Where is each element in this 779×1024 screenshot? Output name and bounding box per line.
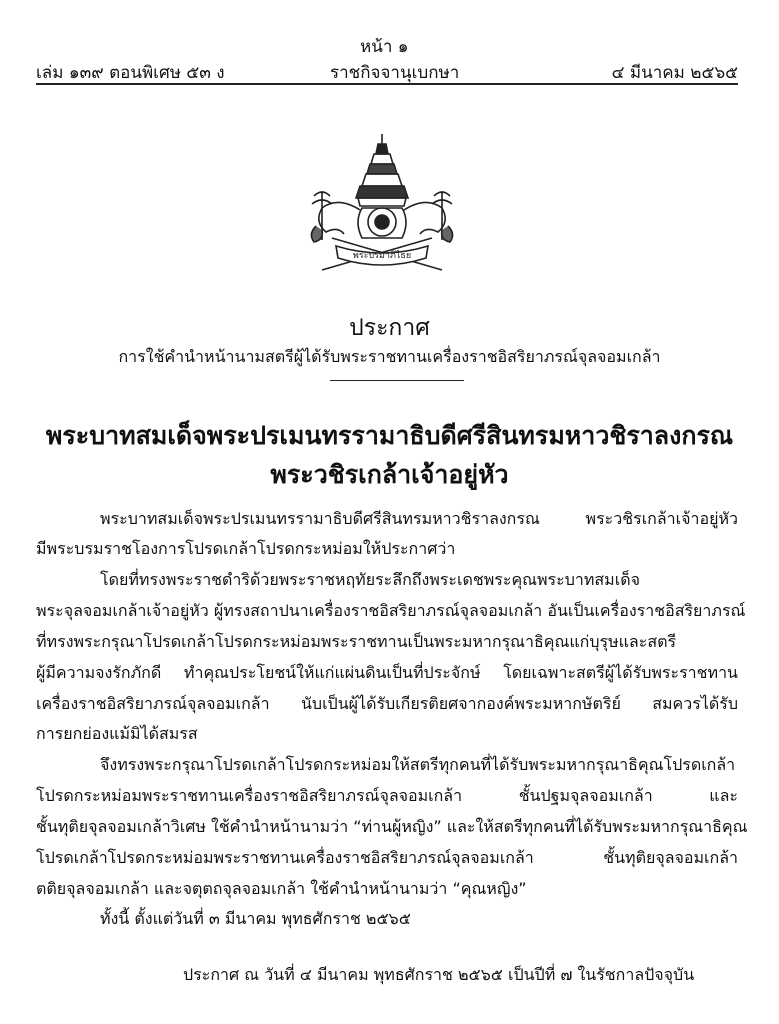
gazette-date: ๔ มีนาคม ๒๕๖๕ xyxy=(611,63,738,83)
header-divider xyxy=(36,83,738,85)
gazette-volume: เล่ม ๑๓๙ ตอนพิเศษ ๕๓ ง xyxy=(36,63,225,83)
king-name-line-1: พระบาทสมเด็จพระปรเมนทรรามาธิบดีศรีสินทรมหาวชิราลงกรณ xyxy=(45,421,734,450)
body-line: พระบาทสมเด็จพระปรเมนทรรามาธิบดีศรีสินทรมหาวชิราลงกรณ พระวชิรเกล้าเจ้าอยู่หัว xyxy=(100,509,738,528)
body-line: จึงทรงพระกรุณาโปรดเกล้าโปรดกระหม่อมให้สตรีทุกคนที่ได้รับพระมหากรุณาธิคุณโปรดเกล้า xyxy=(100,755,736,774)
body-line: ผู้มีความจงรักภักดี ทำคุณประโยชน์ให้แก่แผ่นดินเป็นที่ประจักษ์ โดยเฉพาะสตรีผู้ได้รับพระราชทาน xyxy=(36,663,738,682)
body-line: โปรดกระหม่อมพระราชทานเครื่องราชอิสริยาภรณ์จุลจอมเกล้า ชั้นปฐมจุลจอมเกล้า และ xyxy=(36,786,738,805)
gazette-name: ราชกิจจานุเบกษา xyxy=(330,63,460,83)
announcement-heading: ประกาศ xyxy=(349,315,430,341)
page-number: หน้า ๑ xyxy=(360,37,409,57)
emblem-ribbon-text: พระปรมาภิไธย xyxy=(352,251,412,261)
king-name-line-2: พระวชิรเกล้าเจ้าอยู่หัว xyxy=(270,460,509,489)
body-line: พระจุลจอมเกล้าเจ้าอยู่หัว ผู้ทรงสถาปนาเครื่องราชอิสริยาภรณ์จุลจอมเกล้า อันเป็นเครื่องราชอิสริยาภรณ์ xyxy=(36,601,746,620)
title-divider xyxy=(330,380,464,381)
body-line: โดยที่ทรงพระราชดำริด้วยพระราชหฤทัยระลึกถึงพระเดชพระคุณพระบาทสมเด็จ xyxy=(100,570,640,589)
body-line: ทั้งนี้ ตั้งแต่วันที่ ๓ มีนาคม พุทธศักราช ๒๕๖๕ xyxy=(100,909,411,928)
body-line: ตติยจุลจอมเกล้า และจตุตถจุลจอมเกล้า ใช้คำนำหน้านามว่า “คุณหญิง” xyxy=(36,879,527,898)
body-line: ชั้นทุติยจุลจอมเกล้าวิเศษ ใช้คำนำหน้านามว่า “ท่านผู้หญิง” และให้สตรีทุกคนที่ได้รับพระมหากรุณาธิคุณ xyxy=(36,817,748,836)
body-line: โปรดเกล้าโปรดกระหม่อมพระราชทานเครื่องราชอิสริยาภรณ์จุลจอมเกล้า ชั้นทุติยจุลจอมเกล้า xyxy=(36,848,738,867)
closing-statement: ประกาศ ณ วันที่ ๔ มีนาคม พุทธศักราช ๒๕๖๕ เป็นปีที่ ๗ ในรัชกาลปัจจุบัน xyxy=(183,965,695,984)
body-line: การยกย่องแม้มิได้สมรส xyxy=(36,724,198,743)
announcement-subject: การใช้คำนำหน้านามสตรีผู้ได้รับพระราชทานเครื่องราชอิสริยาภรณ์จุลจอมเกล้า xyxy=(118,347,661,366)
body-line: มีพระบรมราชโองการโปรดเกล้าโปรดกระหม่อมให้ประกาศว่า xyxy=(36,539,456,558)
body-line: ที่ทรงพระกรุณาโปรดเกล้าโปรดกระหม่อมพระราชทานเป็นพระมหากรุณาธิคุณแก่บุรุษและสตรี xyxy=(36,632,677,651)
body-line: เครื่องราชอิสริยาภรณ์จุลจอมเกล้า นับเป็นผู้ได้รับเกียรติยศจากองค์พระมหากษัตริย์ สมควรได้รับ xyxy=(36,694,738,713)
royal-emblem-icon xyxy=(292,130,472,280)
